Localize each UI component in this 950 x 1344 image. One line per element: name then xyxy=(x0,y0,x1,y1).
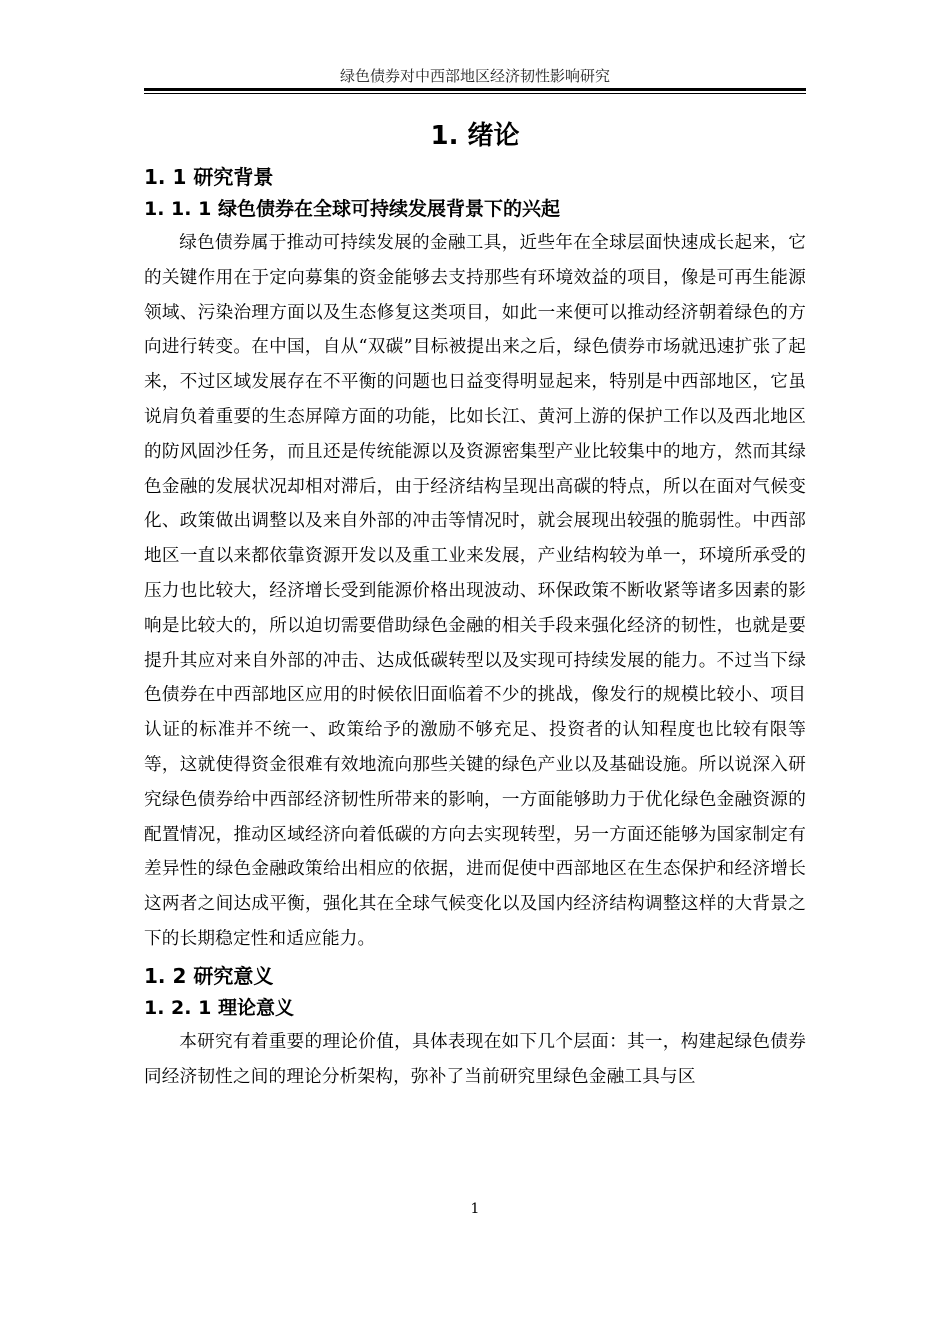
page-number: 1 xyxy=(470,1201,480,1217)
page-body xyxy=(144,110,806,1094)
paragraph-background: 绿色债券属于推动可持续发展的金融工具，近些年在全球层面快速成长起来，它的关键作用在于定向募集的资金能够去支持那些有环境效益的项目，像是可再生能源领域、污染治理方面以及生态修复这类项目，如此一来便可以推动经济朝着绿色的方向进行转变。在中国，自从“双碳”目标被提出来之后，绿色债券市场就迅速扩张了起来，不过区域发展存在不平衡的问题也日益变得明显起来，特别是中西部地区，它虽说肩负着重要的生态屏障方面的功能，比如长江、黄河上游的保护工作以及西北地区的防风固沙任务，而且还是传统能源以及资源密集型产业比较集中的地方，然而其绿色金融的发展状况却相对滞后，由于经济结构呈现出高碳的特点，所以在面对气候变化、政策做出调整以及来自外部的冲击等情况时，就会展现出较强的脆弱性。中西部地区一直以来都依靠资源开发以及重工业来发展，产业结构较为单一，环境所承受的压力也比较大，经济增长受到能源价格出现波动、环保政策不断收紧等诸多因素的影响是比较大的，所以迫切需要借助绿色金融的相关手段来强化经济的韧性，也就是要提升其应对来自外部的冲击、达成低碳转型以及实现可持续发展的能力。不过当下绿色债券在中西部地区应用的时候依旧面临着不少的挑战，像发行的规模比较小、项目认证的标准并不统一、政策给予的激励不够充足、投资者的认知程度也比较有限等等，这就使得资金很难有效地流向那些关键的绿色产业以及基础设施。所以说深入研究绿色债券给中西部经济韧性所带来的影响，一方面能够助力于优化绿色金融资源的配置情况，推动区域经济向着低碳的方向去实现转型，另一方面还能够为国家制定有差异性的绿色金融政策给出相应的依据，进而促使中西部地区在生态保护和经济增长这两者之间达成平衡，强化其在全球气候变化以及国内经济结构调整这样的大背景之下的长期稳定性和适应能力。 xyxy=(144,233,806,949)
subsection-heading-1-2-1: 1. 2. 1 理论意义 xyxy=(144,996,294,1019)
paragraph-theoretical-significance: 本研究有着重要的理论价值，具体表现在如下几个层面：其一，构建起绿色债券同经济韧性之间的理论分析架构，弥补了当前研究里绿色金融工具与区 xyxy=(144,1031,806,1087)
header-rule-thin xyxy=(144,93,806,94)
section-heading-1-2: 1. 2 研究意义 xyxy=(144,963,274,988)
running-header: 绿色债券对中西部地区经济韧性影响研究 xyxy=(339,67,610,85)
subsection-heading-1-1-1: 1. 1. 1 绿色债券在全球可持续发展背景下的兴起 xyxy=(144,198,560,220)
section-heading-1-1: 1. 1 研究背景 xyxy=(144,165,274,189)
header-rule xyxy=(144,88,806,91)
chapter-title: 1. 绪论 xyxy=(430,121,520,151)
